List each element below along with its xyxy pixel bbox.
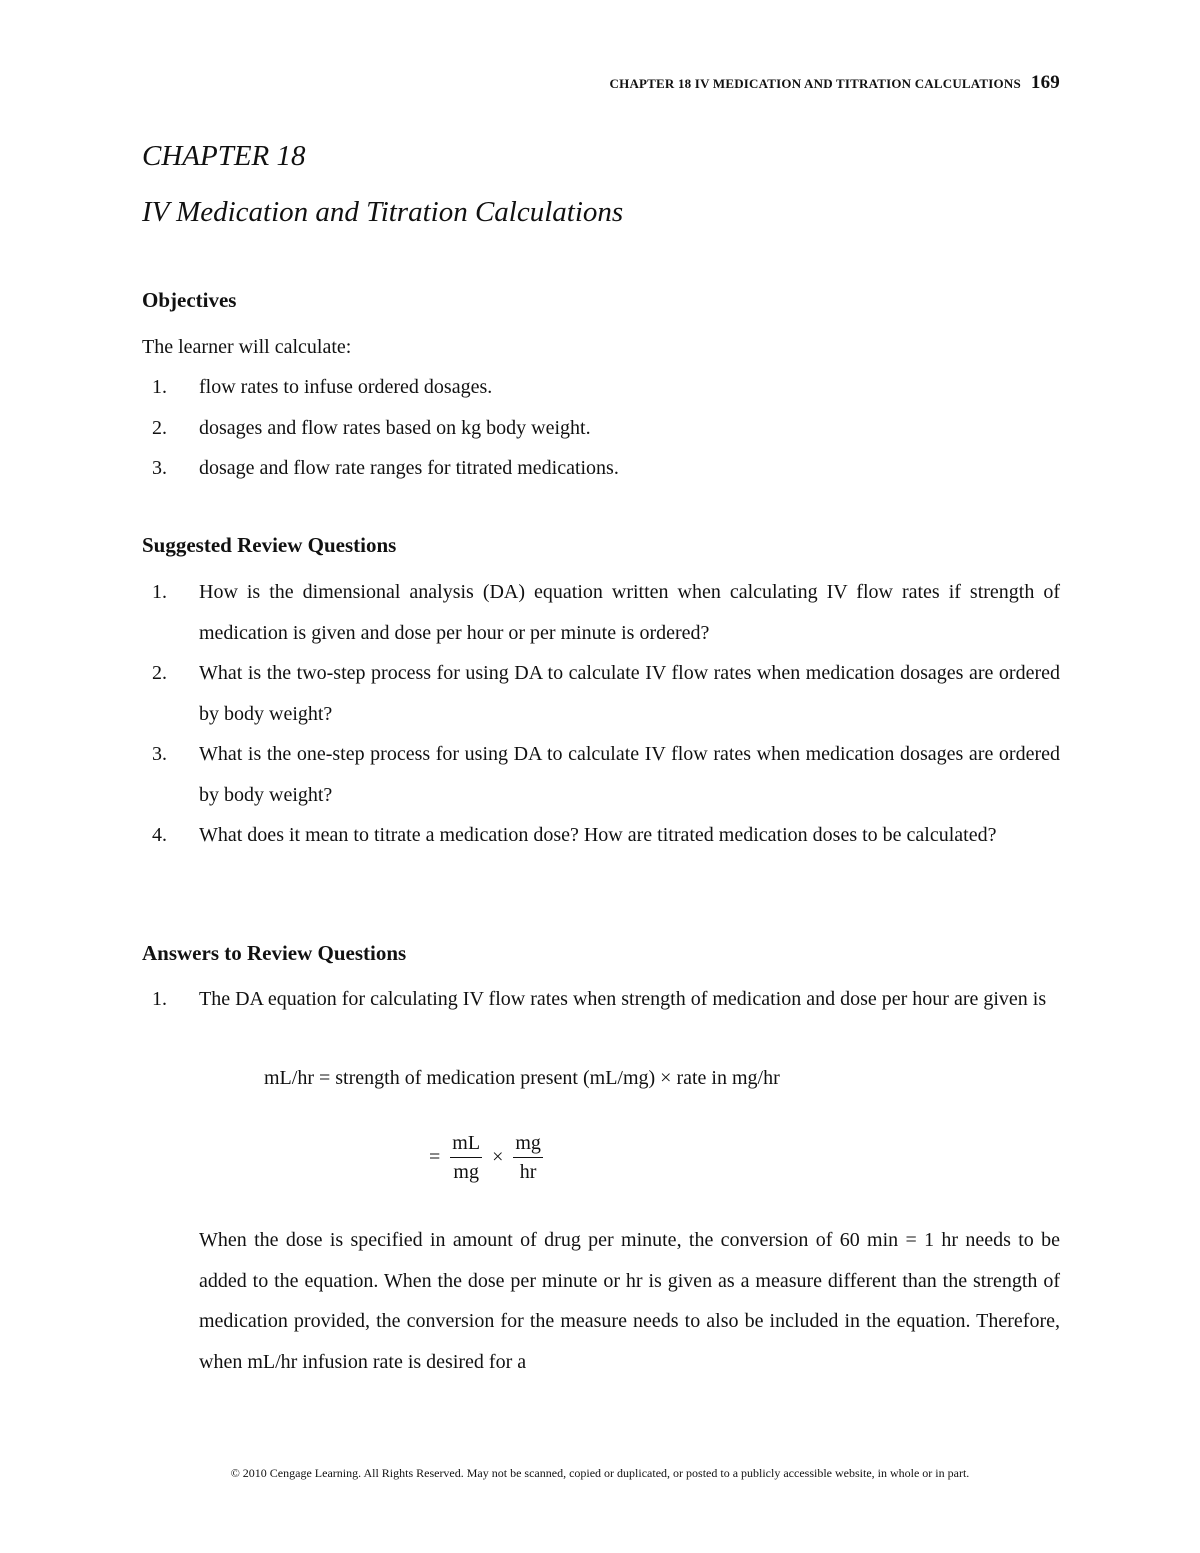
- answers-heading: Answers to Review Questions: [142, 941, 407, 965]
- list-number: 2.: [152, 662, 167, 684]
- review-question-item: [152, 653, 1060, 734]
- list-number: 1.: [152, 376, 167, 398]
- list-number: 3.: [152, 743, 167, 765]
- list-number: 1.: [152, 988, 167, 1010]
- answer-continuation: When the dose is specified in amount of drug per minute, the conversion of 60 min = 1 hr needs to be added to the equation. When the dose per minute or hr is given as a measure different than the strength of medication provided, the conversion for the measure needs to also be included in the equation. Therefore, when mL/hr infusion rate is desired for a: [199, 1229, 1060, 1373]
- list-text: How is the dimensional analysis (DA) equation written when calculating IV flow rates if strength of medication is given and dose per hour or per minute is ordered?: [199, 581, 1060, 644]
- fraction-denominator: mg: [453, 1161, 479, 1183]
- equals-sign: =: [429, 1146, 441, 1168]
- page-number: 169: [1030, 72, 1060, 93]
- list-number: 1.: [152, 581, 167, 603]
- running-head-text: CHAPTER 18 IV MEDICATION AND TITRATION CALCULATIONS: [609, 76, 1021, 91]
- equation-text: mL/hr = strength of medication present (mL/mg) × rate in mg/hr: [264, 1067, 780, 1089]
- fraction-equation: [425, 1131, 549, 1184]
- list-text: flow rates to infuse ordered dosages.: [199, 376, 493, 398]
- list-number: 4.: [152, 824, 167, 846]
- objectives-heading: Objectives: [142, 288, 237, 312]
- list-number: 2.: [152, 417, 167, 439]
- chapter-number: CHAPTER 18: [142, 140, 306, 172]
- list-text: What is the one-step process for using DA to calculate IV flow rates when medication dosages are ordered by body weight?: [199, 743, 1060, 806]
- list-text: What is the two-step process for using DA to calculate IV flow rates when medication dosages are ordered by body weight?: [199, 662, 1060, 725]
- times-sign: ×: [492, 1146, 504, 1168]
- list-text: dosage and flow rate ranges for titrated medications.: [199, 457, 619, 479]
- fraction-numerator: mL: [450, 1131, 482, 1158]
- fraction-denominator: hr: [519, 1161, 537, 1183]
- list-text: dosages and flow rates based on kg body weight.: [199, 417, 591, 439]
- review-question-item: [152, 572, 1060, 653]
- review-question-item: [152, 815, 1060, 856]
- review-question-item: [152, 734, 1060, 815]
- objective-item: [152, 367, 1060, 408]
- list-number: 3.: [152, 457, 167, 479]
- objective-item: [152, 408, 1060, 449]
- running-header: [610, 72, 1060, 94]
- list-text: The DA equation for calculating IV flow rates when strength of medication and dose per hour are given is: [199, 988, 1047, 1010]
- list-text: What does it mean to titrate a medication dose? How are titrated medication doses to be calculated?: [199, 824, 997, 846]
- copyright-footer: © 2010 Cengage Learning. All Rights Reserved. May not be scanned, copied or duplicated, or posted to a publicly accessible website, in whole or in part.: [230, 1466, 970, 1480]
- objective-item: [152, 448, 1060, 489]
- objectives-intro: The learner will calculate:: [142, 336, 352, 358]
- fraction-mg-per-hr: [513, 1131, 543, 1184]
- fraction-numerator: mg: [513, 1131, 543, 1158]
- fraction-ml-per-mg: [450, 1131, 482, 1184]
- review-questions-heading: Suggested Review Questions: [142, 533, 397, 557]
- chapter-title: IV Medication and Titration Calculations: [142, 196, 624, 228]
- answer-item: [152, 979, 1060, 1020]
